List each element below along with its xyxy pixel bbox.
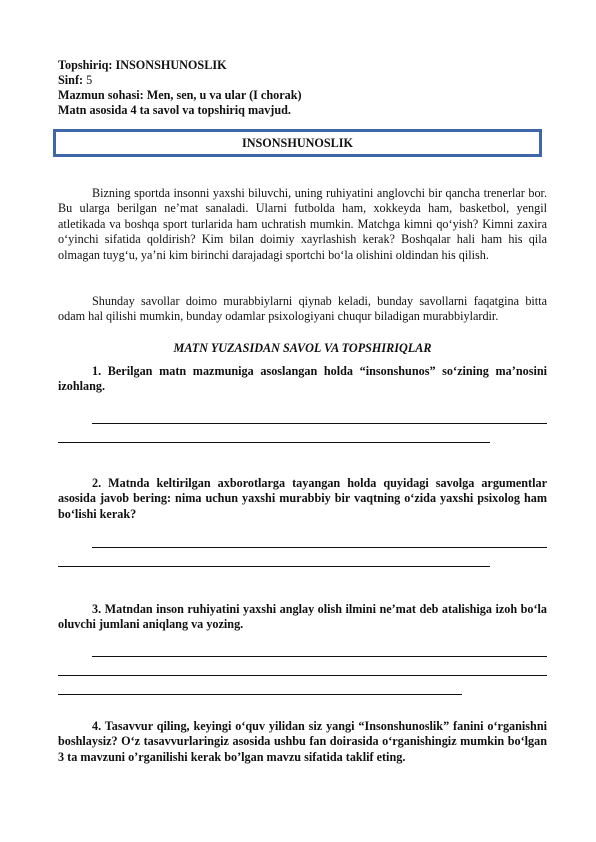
answer-line[interactable] (58, 566, 490, 567)
question-1: 1. Berilgan matn mazmuniga asoslangan holda “insonshunos” so‘zining ma’nosini izohlang. (58, 364, 547, 394)
banner-title: INSONSHUNOSLIK (241, 135, 354, 150)
answer-line[interactable] (92, 547, 547, 548)
section-title: MATN YUZASIDAN SAVOL VA TOPSHIRIQLAR (173, 341, 432, 355)
question-4: 4. Tasavvur qiling, keyingi o‘quv yilidan siz yangi “Insonshunoslik” fanini o‘rganishni boshlaysiz? O‘z tasavvurlaringiz asosida ushbu fan doirasida o‘rganishingiz mumkin bo‘lgan 3 ta mavzuni o’rganilishi kerak bo’lgan mavzu sifatida taklif eting. (58, 719, 547, 764)
answer-line[interactable] (58, 694, 462, 695)
question-3: 3. Matndan inson ruhiyatini yaxshi anglay olish ilmini ne’mat deb atalishiga izoh bo‘la oluvchi jumlani aniqlang va yozing. (58, 602, 547, 632)
task-label: Topshiriq: (58, 58, 113, 72)
answer-line[interactable] (58, 442, 490, 443)
grade-value: 5 (86, 73, 93, 87)
task-count-note: Matn asosida 4 ta savol va topshiriq mavjud. (58, 103, 291, 117)
answer-line[interactable] (92, 423, 547, 424)
content-value: Men, sen, u va ular (I chorak) (146, 88, 302, 102)
content-label: Mazmun sohasi: (58, 88, 144, 102)
answer-line[interactable] (92, 656, 547, 657)
grade-label: Sinf: (58, 73, 84, 87)
content-area-line (58, 88, 302, 103)
reading-paragraph-2: Shunday savollar doimo murabbiylarni qiynab keladi, bunday savollarni faqatgina bitta odam hal qilishi mumkin, bunday odamlar psixologiyani chuqur biladigan murabbiylardir. (58, 294, 547, 324)
reading-paragraph-1: Bizning sportda insonni yaxshi biluvchi, uning ruhiyatini anglovchi bir qancha trenerlar bor. Bu ularga berilgan ne’mat sanaladi. Ularni futbolda ham, xokkeyda ham, basketbol, yengil atletikada va boshqa sport turlarida ham uchratish mumkin. Matchga kimni qo‘yish? Kimni zaxira o‘yinchi sifatida qoldirish? Kim bilan doimiy xayrlashish kerak? Boshqalar hali ham his qila olmagan tuyg‘u, ya’ni kim birinchi darajadagi sportchi bo‘la olishini oldindan his qilish. (58, 186, 547, 262)
task-value: INSONSHUNOSLIK (115, 58, 227, 72)
answer-line[interactable] (58, 675, 547, 676)
subject-banner (53, 129, 542, 157)
question-2: 2. Matnda keltirilgan axborotlarga tayangan holda quyidagi savolga argumentlar asosida javob bering: nima uchun yaxshi murabbiy bir vaqtning o‘zida yaxshi psixolog ham bo‘lishi kerak? (58, 476, 547, 521)
task-line (58, 58, 227, 73)
grade-line (58, 73, 92, 88)
